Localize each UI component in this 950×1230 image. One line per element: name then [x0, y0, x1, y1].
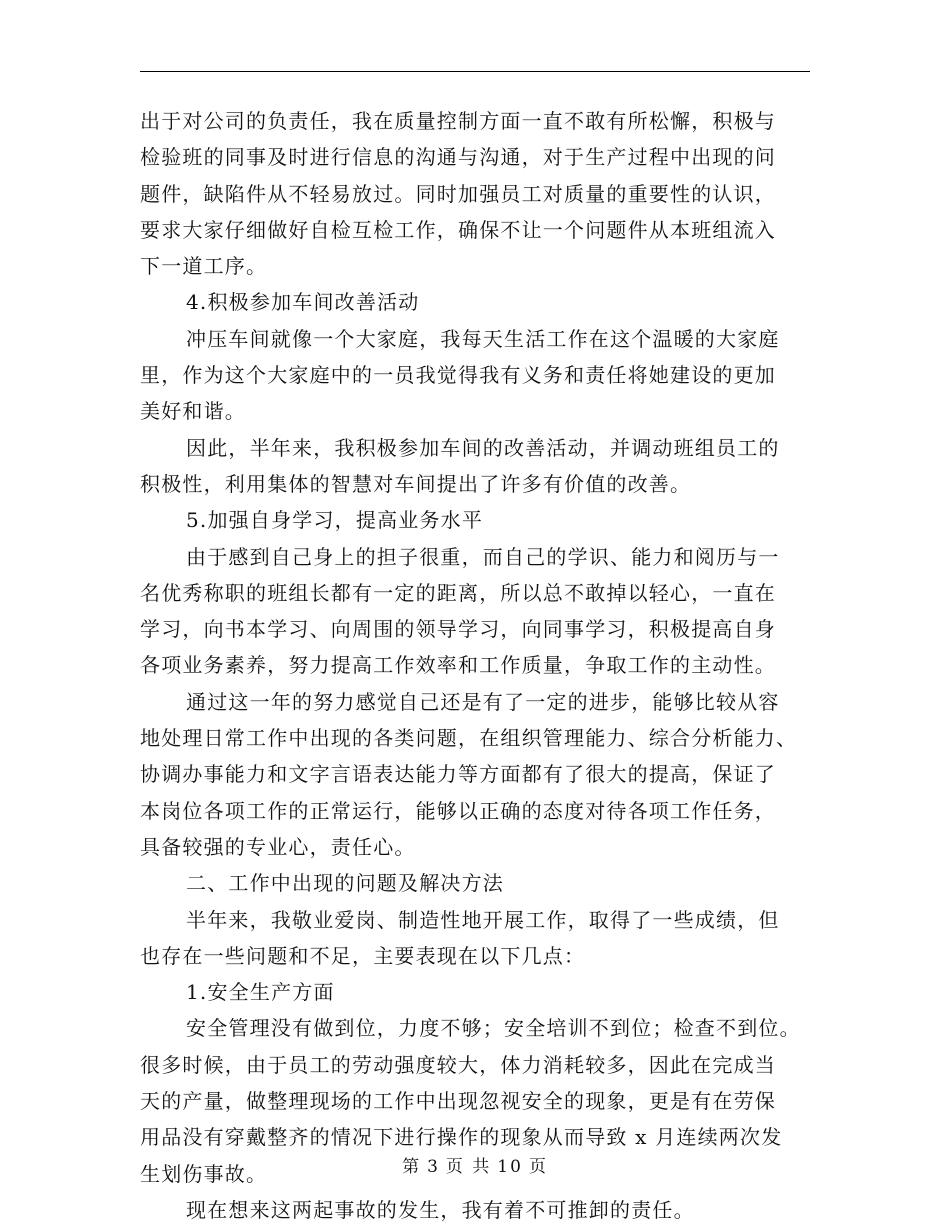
text-line: 4.积极参加车间改善活动: [186, 290, 420, 315]
text-line: 安全管理没有做到位，力度不够；安全培训不到位；检查不到位。: [186, 1016, 801, 1041]
text-line: 里，作为这个大家庭中的一员我觉得我有义务和责任将她建设的更加: [140, 363, 776, 388]
footer-total-pages: 10: [497, 1157, 523, 1177]
text-line: 下一道工序。: [140, 254, 268, 279]
page-footer: [0, 1152, 950, 1177]
text-line: 美好和谐。: [140, 399, 246, 424]
text-line: 用品没有穿戴整齐的情况下进行操作的现象从而导致 x 月连续两次发: [140, 1125, 783, 1150]
text-line: 二、工作中出现的问题及解决方法: [186, 871, 504, 896]
text-line: 冲压车间就像一个大家庭，我每天生活工作在这个温暖的大家庭: [186, 326, 780, 351]
text-line: 要求大家仔细做好自检互检工作，确保不让一个问题件从本班组流入: [140, 217, 776, 242]
text-line: 很多时候，由于员工的劳动强度较大，体力消耗较多，因此在完成当: [140, 1052, 776, 1077]
text-line: 具备较强的专业心，责任心。: [140, 834, 416, 859]
text-line: 出于对公司的负责任，我在质量控制方面一直不敢有所松懈，积极与: [140, 109, 776, 133]
footer-suffix: 页: [528, 1157, 548, 1177]
text-line: 检验班的同事及时进行信息的沟通与沟通，对于生产过程中出现的问: [140, 145, 776, 170]
header-rule: [140, 71, 810, 72]
text-line: 1.安全生产方面: [186, 980, 335, 1005]
text-line: 半年来，我敬业爱岗、制造性地开展工作，取得了一些成绩，但: [186, 907, 780, 932]
text-line: 积极性，利用集体的智慧对车间提出了许多有价值的改善。: [140, 471, 692, 496]
text-line: 现在想来这两起事故的发生，我有着不可推卸的责任。: [186, 1197, 695, 1222]
footer-middle: 页 共: [445, 1157, 492, 1177]
text-line: 本岗位各项工作的正常运行，能够以正确的态度对待各项工作任务，: [140, 798, 776, 823]
text-line: 由于感到自己身上的担子很重，而自己的学识、能力和阅历与一: [186, 544, 780, 569]
text-line: 协调办事能力和文字言语表达能力等方面都有了很大的提高，保证了: [140, 762, 776, 787]
text-line: 名优秀称职的班组长都有一定的距离，所以总不敢掉以轻心，一直在: [140, 580, 776, 605]
text-line: 通过这一年的努力感觉自己还是有了一定的进步，能够比较从容: [186, 689, 780, 714]
text-line: 各项业务素养，努力提高工作效率和工作质量，争取工作的主动性。: [140, 653, 776, 678]
text-line: 题件，缺陷件从不轻易放过。同时加强员工对质量的重要性的认识，: [140, 181, 776, 206]
document-body: [140, 103, 810, 1228]
footer-current-page: 3: [427, 1157, 440, 1177]
text-line: 因此，半年来，我积极参加车间的改善活动，并调动班组员工的: [186, 435, 780, 460]
footer-prefix: 第: [402, 1157, 422, 1177]
text-line: 生划伤事故。: [140, 1161, 268, 1186]
text-line: 天的产量，做整理现场的工作中出现忽视安全的现象，更是有在劳保: [140, 1089, 776, 1114]
text-line: 学习，向书本学习、向周围的领导学习，向同事学习，积极提高自身: [140, 617, 776, 642]
text-line: 5.加强自身学习，提高业务水平: [186, 508, 484, 533]
text-line: 也存在一些问题和不足，主要表现在以下几点：: [140, 943, 586, 968]
text-line: 地处理日常工作中出现的各类问题，在组织管理能力、综合分析能力、: [140, 726, 798, 751]
